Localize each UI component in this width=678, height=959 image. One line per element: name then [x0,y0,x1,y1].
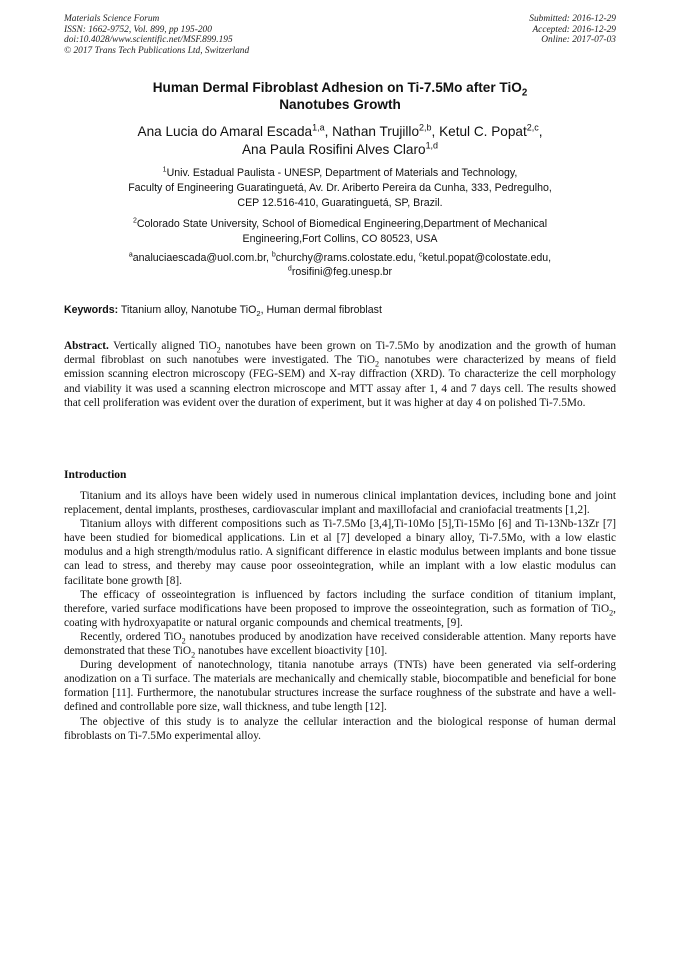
abstract-subscript: 2 [375,359,380,369]
abstract-text: nanotubes have been grown on Ti-7.5Mo by anodization and the growth of human dermal fibroblast on such nanotubes were investigated. The TiO [64,340,616,367]
email-marker: b [271,251,276,259]
affiliation-2 [64,217,616,247]
author-list: Ana Lucia do Amaral Escada$^{1,a}$, Nathan Trujillo$^{2,b}$, Ketul C. Popat$^{2,c}$, Ana Paula Rosifini Alves Claro$^{1,d}$ [137,122,543,157]
copyright-line: © 2017 Trans Tech Publications Ltd, Switzerland [64,45,250,56]
paragraph-text: nanotubes produced by anodization have received considerable attention. Many reports have demonstrated that these TiO [64,630,616,658]
email-address[interactable]: churchy@rams.colostate.edu, [275,252,420,264]
affiliation-line: Engineering,Fort Collins, CO 80523, USA [242,233,438,245]
email-address[interactable]: ketul.popat@colostate.edu, [422,252,552,264]
keywords [64,303,616,317]
paragraph-text: , coating with hydroxyapatite or natural organic compounds and chemical treatments, [9]. [64,602,616,629]
author-name: Nathan Trujillo [332,124,420,139]
paper-title [64,79,616,113]
paragraph [64,630,616,658]
email-address[interactable]: analuciaescada@uol.com.br, [132,252,272,264]
paragraph-subscript: 2 [609,608,614,617]
author-name: Ana Lucia do Amaral Escada [137,124,313,139]
issn-line: ISSN: 1662-9752, Vol. 899, pp 195-200 [64,24,212,35]
keywords-subscript: 2 [256,309,261,319]
paragraph: Titanium and its alloys have been widely used in numerous clinical implantation devices, including bone and joint replacement, dental implants, prostheses, cardiovascular implant and maxillofacial and craniofacial treatments [1,2]. [64,490,616,517]
journal-name: Materials Science Forum [64,14,160,24]
email-marker: d [287,265,292,273]
paragraph-text: nanotubes have excellent bioactivity [10]. [195,645,388,658]
email-marker: a [128,251,133,259]
affiliation-1 [64,166,616,211]
abstract [64,339,616,410]
paragraph-subscript: 2 [181,636,186,646]
dates-info [529,14,616,46]
author-marker: 2,c [526,122,539,133]
author-marker: 1,d [425,140,439,151]
author-marker: 2,b [419,122,432,133]
author-name: Ana Paula Rosifini Alves Claro [241,142,426,157]
keywords-text: Titanium alloy, Nanotube TiO [118,304,257,316]
introduction-body [64,489,616,743]
keywords-label: Keywords: [64,304,119,316]
abstract-text: nanotubes were characterized by means of field emission scanning electron microscopy (FEG-SEM) and X-ray diffraction (XRD). To characterize the cell morphology and viability it was used a scanning electron microscope and MTT assay after 1, 4 and 7 days cell. The results showed that cell proliferation was evident over the duration of experiment, but it was higher at day 4 on polished Ti-7.5Mo. [64,354,616,409]
paragraph [64,588,616,630]
journal-info [64,14,249,56]
abstract-subscript: 2 [216,345,221,355]
accepted-date: Accepted: 2016-12-29 [532,24,616,35]
affiliation-marker: 1 [162,166,167,174]
submitted-date: Submitted: 2016-12-29 [529,14,616,24]
abstract-label: Abstract. [64,340,109,352]
paragraph: The objective of this study is to analyze the cellular interaction and the biological response of human dermal fibroblasts on Ti-7.5Mo experimental alloy. [64,715,616,742]
affiliation-marker: 2 [132,217,137,225]
keywords-text: , Human dermal fibroblast [260,304,382,316]
email-list [64,251,616,279]
paragraph: During development of nanotechnology, titania nanotube arrays (TNTs) have been generated via self-ordering anodization on a Ti surface. The materials are mechanically and chemically stable, biocompatible and beneficial for bone formation [11]. Furthermore, the nanotubular structures increase the surface roughness of the substrate and have a well-defined and controllable pore size, wall thickness, and tube length [12]. [64,659,616,714]
author-name: Ketul C. Popat [439,124,527,139]
affiliation-line: CEP 12.516-410, Guaratinguetá, SP, Brazil. [237,197,443,209]
doi-line: doi:10.4028/www.scientific.net/MSF.899.195 [64,35,233,46]
title-line-1: Human Dermal Fibroblast Adhesion on Ti-7.5Mo after TiO [152,80,522,95]
author-marker: 1,a [312,122,325,133]
title-line-2: Nanotubes Growth [279,97,401,112]
paragraph-subscript: 2 [191,650,196,660]
title-subscript: 2 [521,87,528,99]
email-address[interactable]: rosifini@feg.unesp.br [291,266,393,278]
affiliation-line: Colorado State University, School of Biomedical Engineering,Department of Mechanical [136,218,548,230]
affiliation-line: Faculty of Engineering Guaratinguetá, Av. Dr. Ariberto Pereira da Cunha, 333, Pedregulho, [128,182,552,194]
paragraph-text: Recently, ordered TiO [80,630,182,643]
paragraph-text: The efficacy of osseointegration is influenced by factors including the surface condition of titanium implant, therefore, varied surface modifications have been proposed to improve the osseointegration, such as formation of TiO [64,588,616,615]
paragraph: Titanium alloys with different compositions such as Ti-7.5Mo [3,4],Ti-10Mo [5],Ti-15Mo [6] and Ti-13Nb-13Zr [7] have been studied for biomedical applications. Lin et al [7] developed a binary alloy, Ti-7.5Mo, with a low elastic modulus and a high strength/modulus ratio. A significant difference in elastic modulus between implants and bone tissue can lead to stress, and thereby may cause poor osseointegration, while an implant with a low elastic modulus can facilitate bone growth [8]. [64,518,616,587]
online-date: Online: 2017-07-03 [541,35,616,46]
abstract-text: Vertically aligned TiO [108,340,217,352]
affiliation-line: Univ. Estadual Paulista - UNESP, Department of Materials and Technology, [166,167,518,179]
email-marker: c [419,251,423,259]
section-heading-introduction: Introduction [64,469,127,481]
